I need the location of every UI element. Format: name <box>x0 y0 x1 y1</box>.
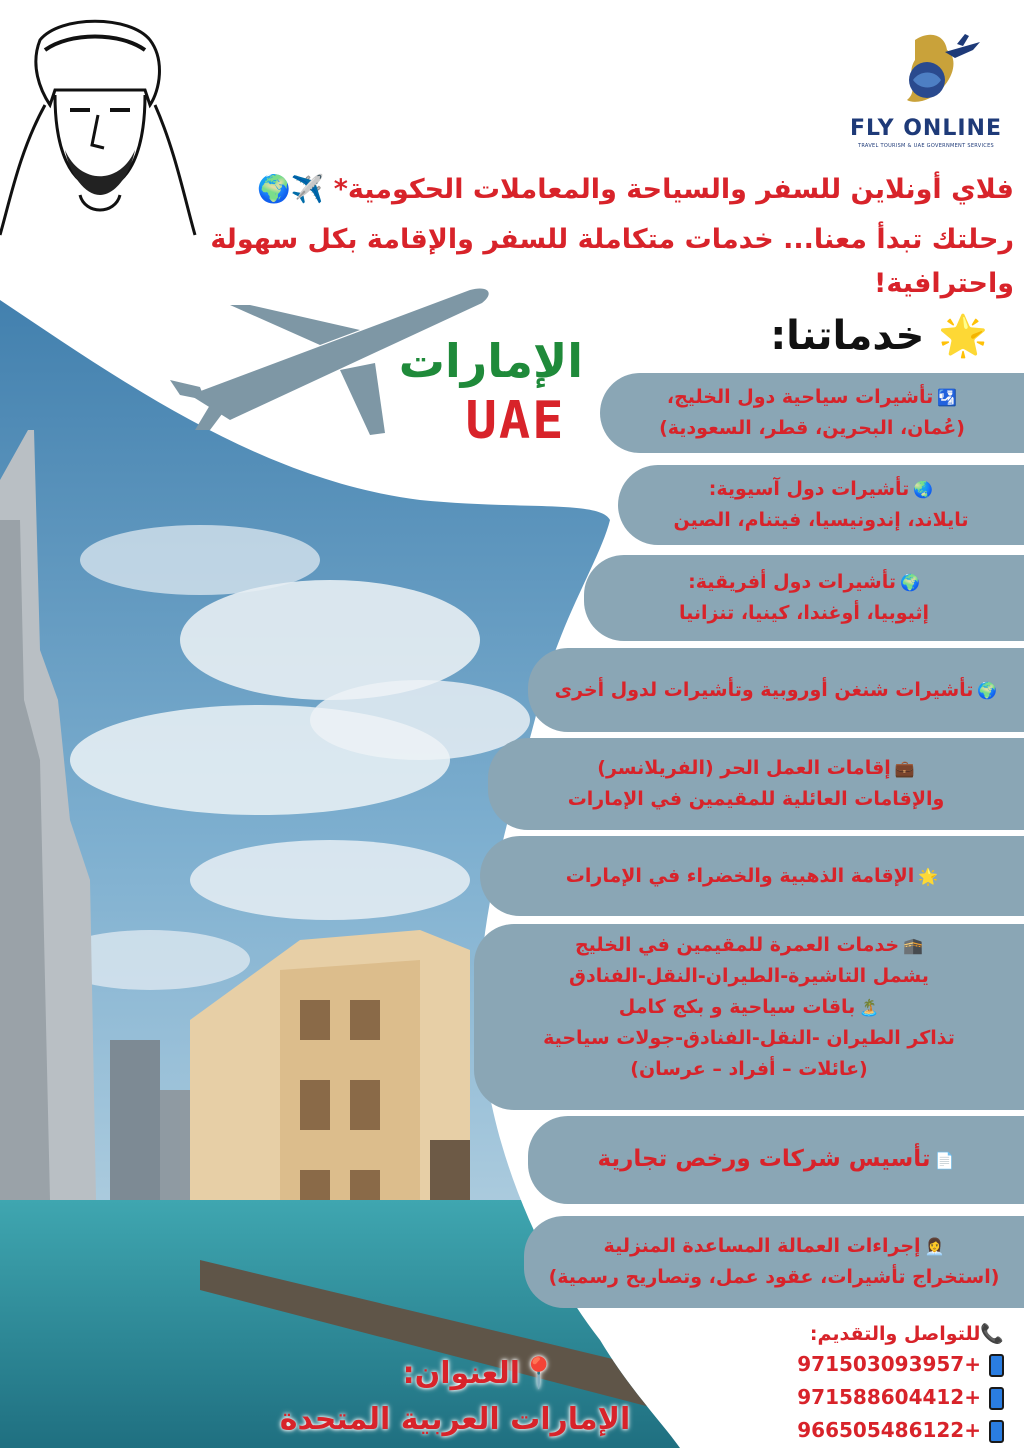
mobile-phone-icon <box>989 1387 1004 1410</box>
service-line: والإقامات العائلية للمقيمين في الإمارات <box>567 788 945 810</box>
service-line: إجراءات العمالة المساعدة المنزلية <box>603 1235 921 1257</box>
service-line: خدمات العمرة للمقيمين في الخليج <box>574 934 900 956</box>
service-line: تأسيس شركات ورخص تجارية <box>597 1146 931 1172</box>
service-line: (استخراج تأشيرات، عقود عمل، وتصاريح رسمية) <box>548 1266 1000 1288</box>
service-line: الإقامة الذهبية والخضراء في الإمارات <box>565 864 915 887</box>
phone-row[interactable] <box>797 1418 1004 1443</box>
service-golden-residency <box>480 836 1024 916</box>
service-asian-visas <box>618 465 1024 545</box>
globe-europe-icon: 🌍 <box>977 680 998 700</box>
phone-number[interactable]: +971503093957 <box>797 1352 981 1376</box>
brand-name: FLY ONLINE <box>850 116 1002 141</box>
globe-asia-icon: 🌏 <box>913 480 934 499</box>
service-line: تأشيرات دول آسيوية: <box>708 478 910 500</box>
passport-control-icon: 🛂 <box>937 388 958 407</box>
document-icon: 📄 <box>934 1151 955 1170</box>
service-line: تايلاند، إندونيسيا، فيتنام، الصين <box>673 509 969 531</box>
uae-logo-latin: UAE <box>465 391 566 451</box>
address-label: 📍العنوان: <box>402 1356 558 1391</box>
service-gulf-visas <box>600 373 1024 453</box>
service-african-visas <box>584 555 1024 641</box>
service-freelance-residency <box>488 738 1024 830</box>
mobile-phone-icon <box>989 1354 1004 1377</box>
island-icon: 🏝️ <box>859 998 880 1017</box>
phone-number[interactable]: +966505486122 <box>797 1418 981 1442</box>
service-line: إثيوبيا، أوغندا، كينيا، تنزانيا <box>678 602 930 624</box>
brand-tagline: TRAVEL TOURISM & UAE GOVERNMENT SERVICES <box>858 143 994 149</box>
uae-logo <box>398 330 583 451</box>
services-title: 🌟 خدماتنا: <box>770 313 988 359</box>
service-line: تأشيرات دول أفريقية: <box>688 571 896 593</box>
portrait-sketch <box>0 10 200 250</box>
service-line: تذاكر الطيران -النقل-الفنادق-جولات سياحية <box>543 1027 955 1049</box>
office-worker-icon: 👩‍💼 <box>924 1237 945 1256</box>
service-line: تأشيرات سياحية دول الخليج، <box>666 386 934 408</box>
service-umrah-and-packages <box>474 924 1024 1110</box>
fly-online-logo-icon <box>885 30 985 112</box>
kaaba-icon: 🕋 <box>903 936 924 955</box>
briefcase-icon: 💼 <box>894 759 915 778</box>
mobile-phone-icon <box>989 1420 1004 1443</box>
fly-online-logo <box>846 116 1006 149</box>
phone-number[interactable]: +971588604412 <box>797 1385 981 1409</box>
header-line-3: واحترافية! <box>874 268 1014 299</box>
service-line: يشمل التاشيرة-الطيران-النقل-الفنادق <box>569 965 929 987</box>
contact-title: 📞للتواصل والتقديم: <box>809 1323 1004 1345</box>
globe-africa-icon: 🌍 <box>899 573 920 592</box>
header-line-1: فلاي أونلاين للسفر والسياحة والمعاملات الحكومية* ✈️🌍 <box>257 174 1014 205</box>
sparkle-star-icon: 🌟 <box>918 866 939 886</box>
phone-row[interactable] <box>797 1352 1004 1377</box>
header-line-2: رحلتك تبدأ معنا... خدمات متكاملة للسفر والإقامة بكل سهولة <box>210 224 1014 255</box>
service-line: إقامات العمل الحر (الفريلانسر) <box>597 757 891 779</box>
service-line: باقات سياحية و بكج كامل <box>618 996 856 1018</box>
service-line: (عائلات – أفراد – عرسان) <box>630 1058 868 1080</box>
service-line: (عُمان، البحرين، قطر، السعودية) <box>659 417 965 439</box>
phone-row[interactable] <box>797 1385 1004 1410</box>
service-domestic-workers <box>524 1216 1024 1308</box>
service-company-formation <box>528 1116 1024 1204</box>
address-value: الإمارات العربية المتحدة <box>279 1402 631 1437</box>
uae-logo-arabic: الإمارات <box>398 334 583 388</box>
service-schengen-visas <box>528 648 1024 732</box>
service-line: تأشيرات شنغن أوروبية وتأشيرات لدول أخرى <box>554 678 974 701</box>
